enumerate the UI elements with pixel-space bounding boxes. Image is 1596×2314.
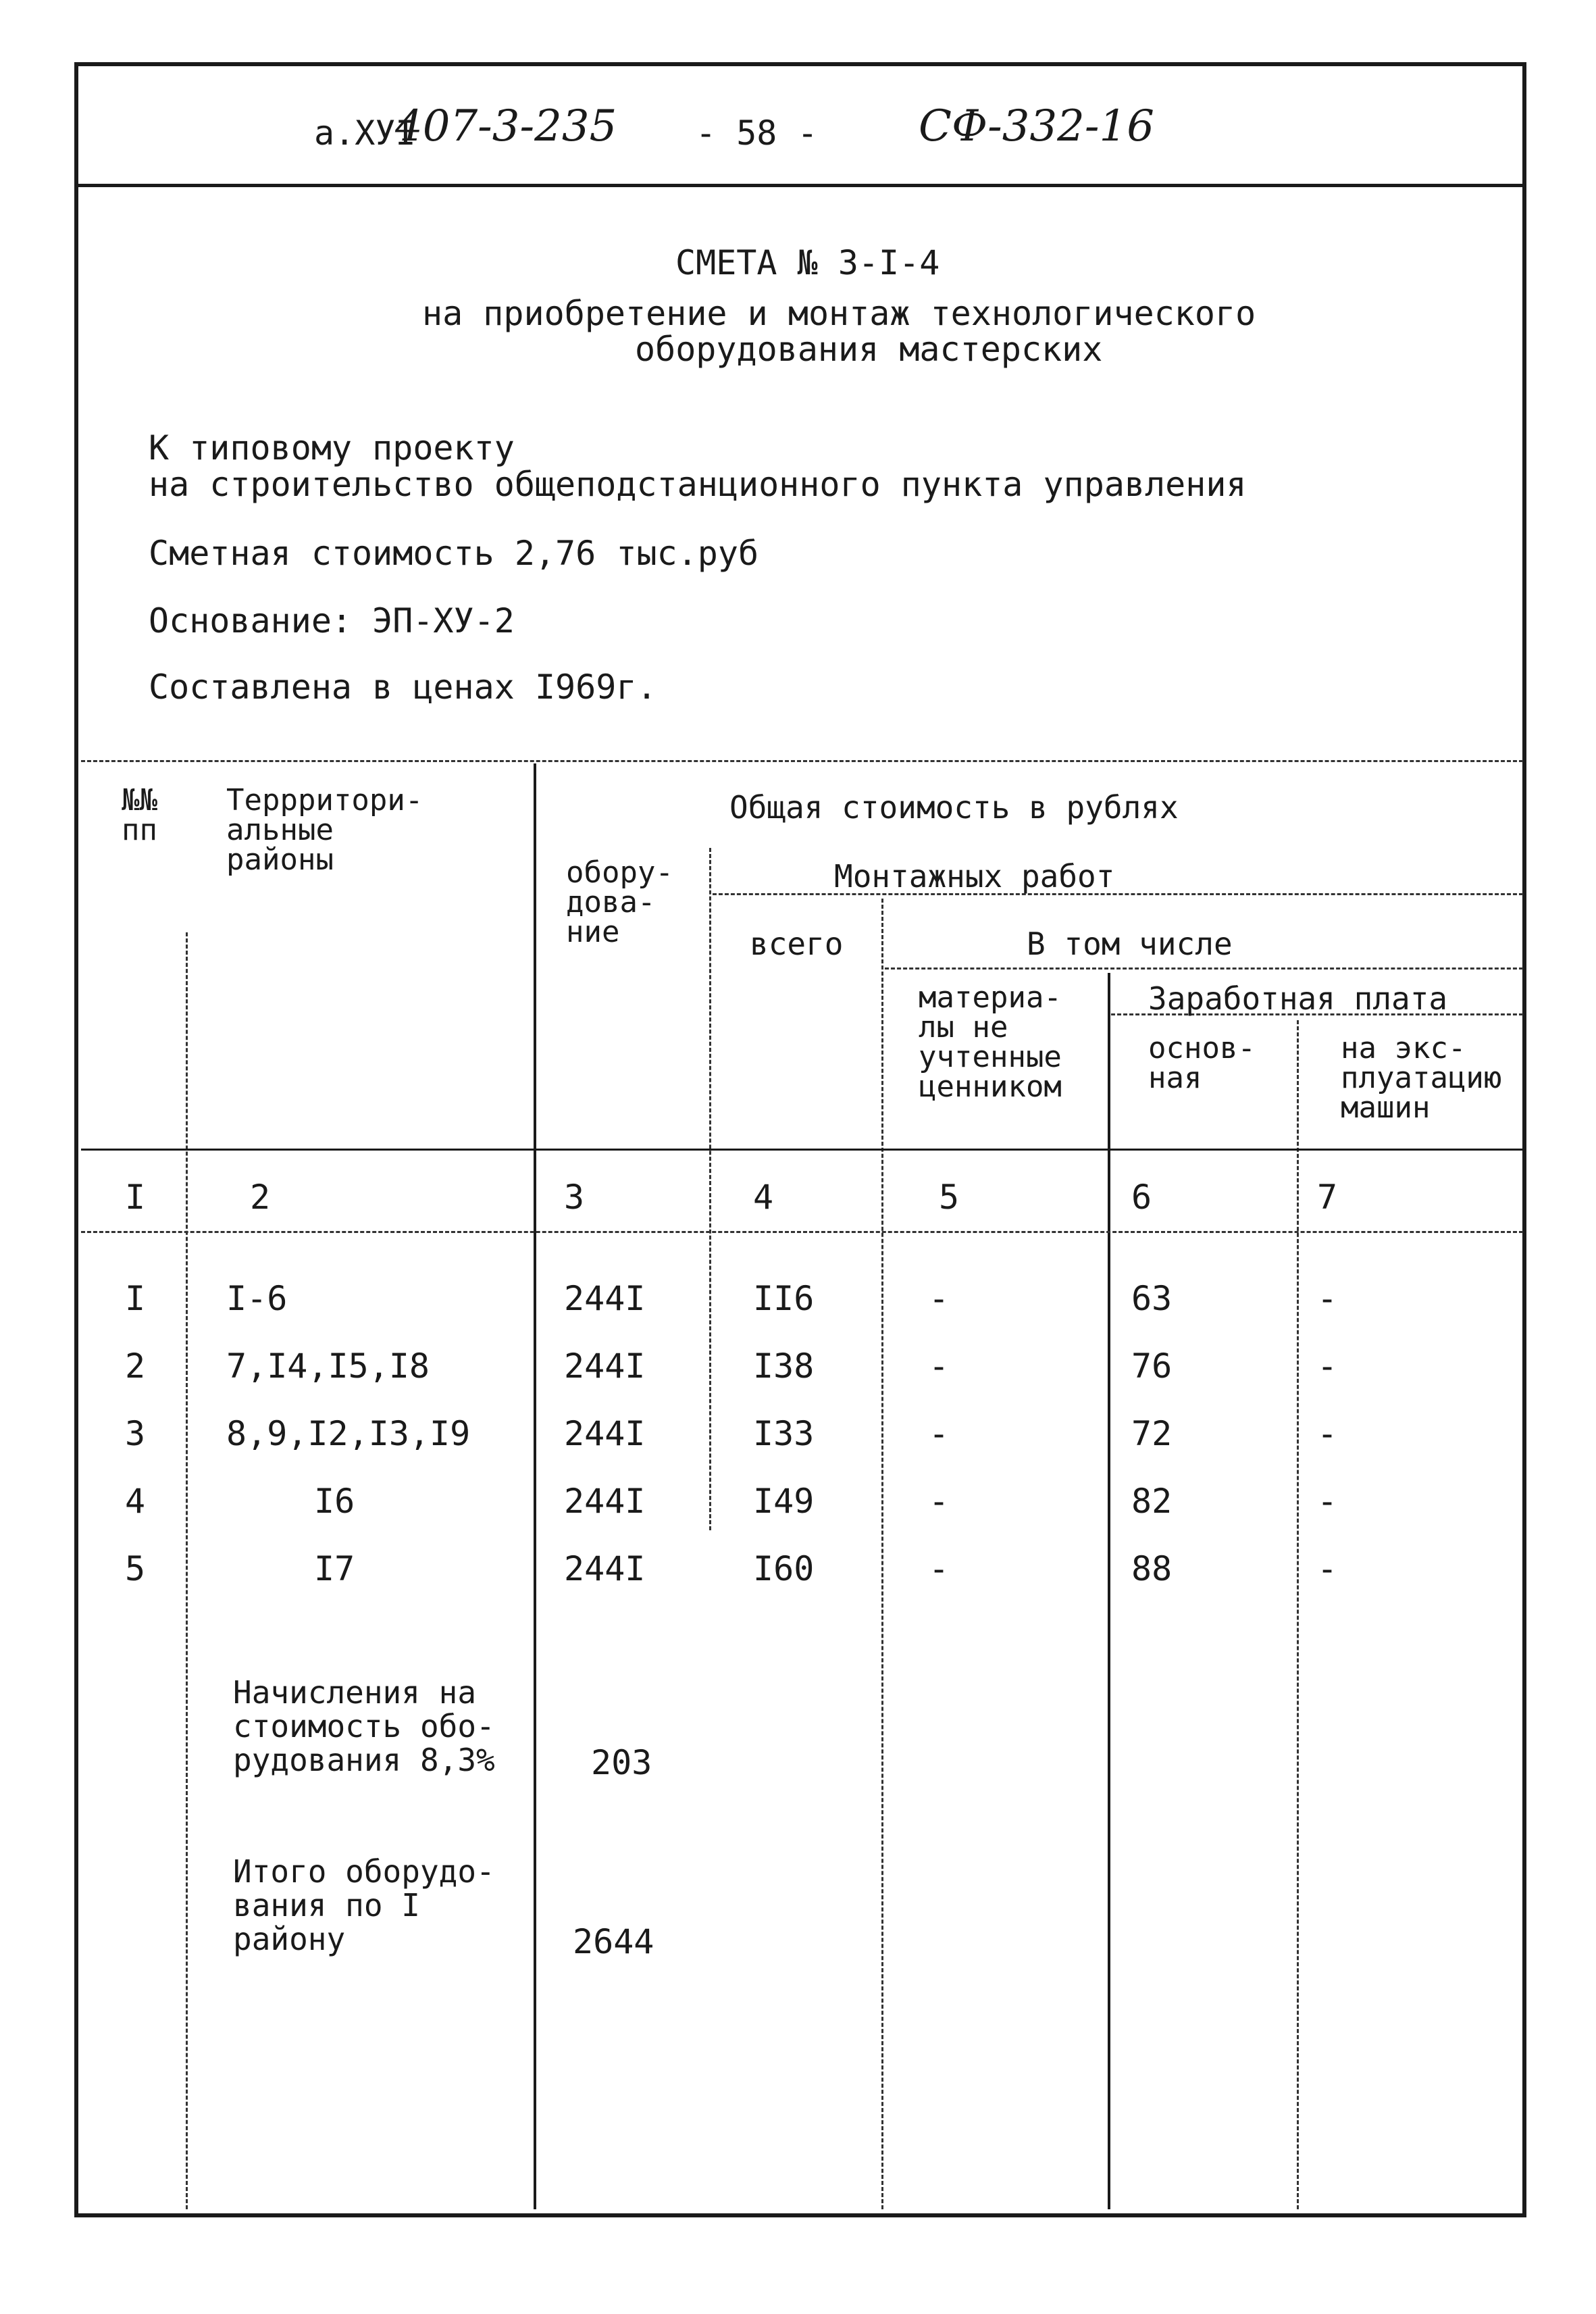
row-number: I [125,1279,146,1318]
column-number: 4 [753,1178,774,1217]
document-title: СМЕТА № 3-I-4 [675,243,940,282]
header-wages-machines: на экс- плуатацию машин [1341,1031,1502,1125]
col-divider-2-3 [534,763,536,2209]
project-reference-2: на строительство общеподстанционного пункта управления [149,465,1247,504]
column-number: 2 [250,1178,271,1217]
title-line-2: на приобретение и монтаж технологического [422,294,1256,333]
header-bottom-rule [81,1149,1523,1151]
column-number: 5 [939,1178,960,1217]
row-equipment: 244I [564,1549,646,1588]
row-wages-basic: 88 [1131,1549,1173,1588]
row-install-total: I60 [753,1549,815,1588]
sheet-code: СФ-332-16 [919,101,1154,151]
col-divider-3-4 [709,848,711,1530]
estimated-cost: Сметная стоимость 2,76 тыс.руб [149,534,759,573]
subtotal-value: 2644 [573,1922,654,1961]
row-equipment: 244I [564,1414,646,1453]
including-header-rule [885,967,1523,970]
header-materials: материа- лы не учтенные ценником [919,980,1062,1104]
accruals-value: 203 [591,1743,652,1782]
project-code: 407-3-235 [395,101,617,151]
column-number: I [125,1178,146,1217]
row-region: I7 [314,1549,355,1588]
row-number: 4 [125,1482,146,1521]
col-divider-6-7 [1297,1020,1299,2209]
row-region: 7,I4,I5,I8 [226,1347,430,1386]
row-wages-machines: - [1317,1549,1338,1588]
row-install-total: I33 [753,1414,815,1453]
row-region: I6 [314,1482,355,1521]
header-total: всего [750,926,844,962]
accruals-label: Начисления на стоимость обо- рудования 8,3% [233,1674,495,1778]
col-divider-5-6 [1108,973,1110,2209]
row-materials: - [929,1279,950,1318]
price-level: Составлена в ценах I969г. [149,668,657,707]
row-install-total: II6 [753,1279,815,1318]
colnum-bottom-rule [81,1231,1523,1233]
row-materials: - [929,1549,950,1588]
title-line-3: оборудования мастерских [635,330,1103,369]
row-region: I-6 [226,1279,288,1318]
header-rule [74,184,1526,187]
column-number: 6 [1131,1178,1152,1217]
row-number: 5 [125,1549,146,1588]
row-wages-machines: - [1317,1279,1338,1318]
row-wages-machines: - [1317,1482,1338,1521]
row-equipment: 244I [564,1482,646,1521]
row-materials: - [929,1482,950,1521]
project-reference: К типовому проекту [149,428,515,468]
header-row-number: №№ пп [122,783,157,847]
row-materials: - [929,1414,950,1453]
row-materials: - [929,1347,950,1386]
col-divider-1-2 [186,932,188,2209]
header-wages: Заработная плата [1148,980,1448,1017]
header-wages-basic: основ- ная [1148,1031,1256,1095]
header-regions: Террритори- альные районы [226,783,423,877]
header-installation-works: Монтажных работ [834,858,1115,895]
column-number: 7 [1317,1178,1338,1217]
row-wages-machines: - [1317,1414,1338,1453]
row-wages-basic: 76 [1131,1347,1173,1386]
page-number: - 58 - [696,114,818,153]
col-divider-4-5 [881,899,883,2209]
row-region: 8,9,I2,I3,I9 [226,1414,471,1453]
row-equipment: 244I [564,1279,646,1318]
basis: Основание: ЭП-ХУ-2 [149,601,515,640]
row-wages-basic: 63 [1131,1279,1173,1318]
row-number: 3 [125,1414,146,1453]
row-wages-machines: - [1317,1347,1338,1386]
row-install-total: I49 [753,1482,815,1521]
header-total-cost: Общая стоимость в рублях [729,789,1179,826]
row-wages-basic: 72 [1131,1414,1173,1453]
album-code: а.XУI [314,114,416,153]
table-top-rule [81,760,1523,762]
header-equipment: обору- дова- ние [566,855,673,949]
row-equipment: 244I [564,1347,646,1386]
subtotal-label: Итого оборудо- вания по I району [233,1853,495,1957]
row-number: 2 [125,1347,146,1386]
row-install-total: I38 [753,1347,815,1386]
header-including: В том числе [1027,926,1233,962]
row-wages-basic: 82 [1131,1482,1173,1521]
column-number: 3 [564,1178,585,1217]
